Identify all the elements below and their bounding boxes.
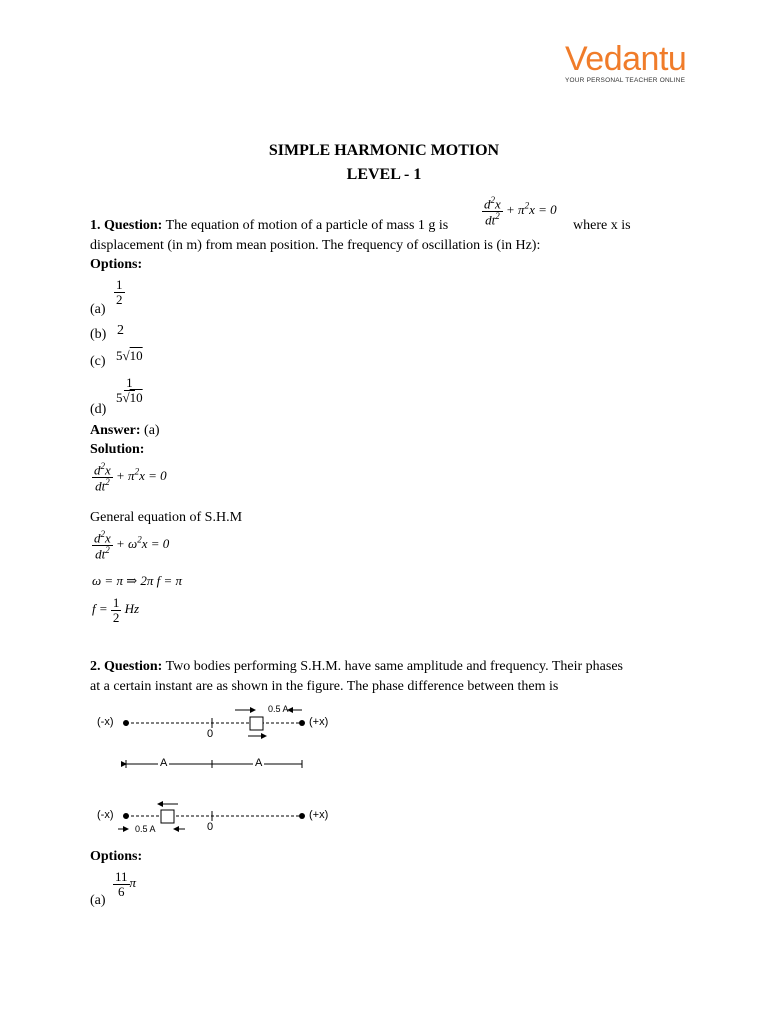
q1-line-1 bbox=[90, 218, 448, 234]
q1-options-label: Options: bbox=[90, 257, 143, 272]
fig-bottom-neg-x: (-x) bbox=[97, 809, 114, 821]
q2-text-b: at a certain instant are as shown in the figure. The phase difference between them is bbox=[90, 679, 559, 694]
q2-label: 2. Question: bbox=[90, 659, 163, 674]
fig-bottom-half-amp: 0.5 A bbox=[135, 824, 156, 834]
q1-label: 1. Question: bbox=[90, 218, 163, 233]
fig-amp-right: A bbox=[255, 757, 263, 769]
q1-solution-eq-1: $\frac{d^2x}{dt^2}$ + $\pi^2x = 0$ bbox=[94, 461, 167, 494]
level-heading: LEVEL - 1 bbox=[346, 166, 422, 183]
logo-wordmark: Vedantu bbox=[565, 40, 687, 78]
q1-text-c: displacement (in m) from mean position. The frequency of oscillation is (in Hz): bbox=[90, 238, 541, 253]
q1-solution-eq-3: ω = π ⇒ 2π f = π bbox=[92, 573, 183, 588]
fig-bottom-pos-x: (+x) bbox=[309, 809, 329, 821]
q1-option-b-value: 2 bbox=[117, 323, 124, 338]
q1-option-a-value: $\frac{1}{2}$ bbox=[116, 277, 123, 307]
q1-option-c-key: (c) bbox=[90, 354, 106, 369]
q1-solution-label: Solution: bbox=[90, 442, 145, 457]
logo bbox=[565, 40, 687, 84]
page-title: SIMPLE HARMONIC MOTION bbox=[268, 142, 500, 159]
q1-option-a-key: (a) bbox=[90, 302, 106, 317]
logo-tagline: YOUR PERSONAL TEACHER ONLINE bbox=[565, 77, 686, 84]
q2-line-1 bbox=[90, 659, 623, 675]
q1-option-b-key: (b) bbox=[90, 327, 107, 342]
q2-option-a-key: (a) bbox=[90, 893, 106, 908]
q1-text-a: The equation of motion of a particle of mass 1 g is bbox=[165, 218, 449, 233]
fig-top-origin: 0 bbox=[207, 728, 214, 740]
fig-amp-left: A bbox=[160, 757, 168, 769]
fig-top-half-amp: 0.5 A bbox=[268, 704, 289, 714]
q1-answer-value: (a) bbox=[144, 423, 160, 438]
q2-options-label: Options: bbox=[90, 849, 143, 864]
fig-top-neg-x: (-x) bbox=[97, 716, 114, 728]
q1-option-d-value: $\frac{1}{5√10}$ bbox=[116, 375, 143, 405]
q1-option-d-key: (d) bbox=[90, 402, 107, 417]
q1-text-b: where x is bbox=[573, 218, 631, 233]
q1-option-c-value: 5√10 bbox=[116, 348, 143, 363]
q2-text-a: Two bodies performing S.H.M. have same amplitude and frequency. Their phases bbox=[165, 659, 623, 674]
q1-answer bbox=[90, 423, 160, 439]
q1-equation: $\frac{d^2x}{dt^2}$ + $\pi^2x = 0$ bbox=[484, 195, 557, 228]
q2-option-a-value: $\frac{11}{6}$ π bbox=[115, 869, 137, 899]
fig-bottom-origin: 0 bbox=[207, 821, 214, 833]
q1-general-eq: General equation of S.H.M bbox=[90, 510, 243, 525]
fig-top-pos-x: (+x) bbox=[309, 716, 329, 728]
q1-solution-eq-4: f = $\frac{1}{2}$ Hz bbox=[92, 595, 140, 625]
q1-solution-eq-2: $\frac{d^2x}{dt^2}$ + $\omega^2x = 0$ bbox=[94, 529, 170, 562]
q1-answer-label: Answer: bbox=[90, 423, 141, 438]
